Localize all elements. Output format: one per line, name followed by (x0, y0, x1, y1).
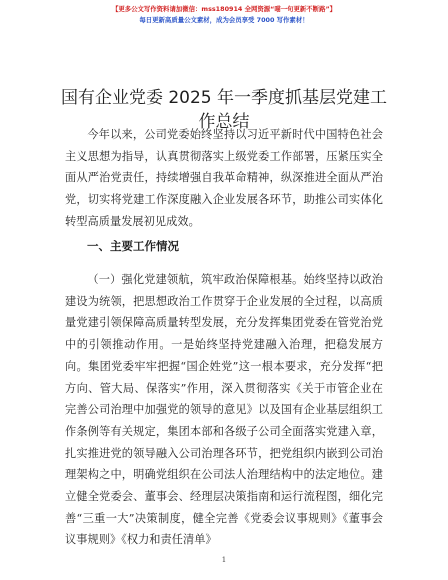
promo-banner-line-1: 【更多公文写作资料请加微信：mss180914 全网资源“喵一句更新不断路”】 (111, 5, 337, 13)
intro-paragraph: 今年以来，公司党委始终坚持以习近平新时代中国特色社会主义思想为指导，认真贯彻落实上级党委工作部署，压紧压实全面从严治党责任，持续增强自我革命精神，纵深推进全面从严治党，切实将党建工作深度融入企业发展各环节，助推公司实体化转型高质量发展初见成效。 (65, 128, 383, 228)
document-title: 国有企业党委 2025 年一季度抓基层党建工作总结 (60, 88, 388, 132)
section-heading: 一、主要工作情况 (87, 239, 179, 253)
promo-banner-line-2: 每日更新高质量公文素材，成为会员享受 7000 写作素材！ (139, 16, 309, 24)
page-number: 1 (221, 556, 227, 564)
promo-banner (0, 4, 448, 26)
body-paragraph: （一）强化党建领航，筑牢政治保障根基。始终坚持以政治建设为统领，把思想政治工作贯穿于企业发展的全过程，以高质量党建引领保障高质量转型发展，充分发挥集团党委在管党治党中的引领推动作用。一是始终坚持党建融入治理，把稳发展方向。集团党委牢牢把握“国企姓党”这一根本要求，充分发挥“把方向、管大局、保落实”作用，深入贯彻落实《关于市管企业在完善公司治理中加强党的领导的意见》以及国有企业基层组织工作条例等有关规定，集团本部和各级子公司全面落实党建入章，扎实推进党的领导融入公司治理各环节，把党组织内嵌到公司治理架构之中，明确党组织在公司法人治理结构中的法定地位。建立健全党委会、董事会、经理层决策指南和运行流程图，细化完善“三重一大”决策制度，健全完善《党委会议事规则》《董事会议事规则》《权力和责任清单》 (65, 273, 383, 547)
